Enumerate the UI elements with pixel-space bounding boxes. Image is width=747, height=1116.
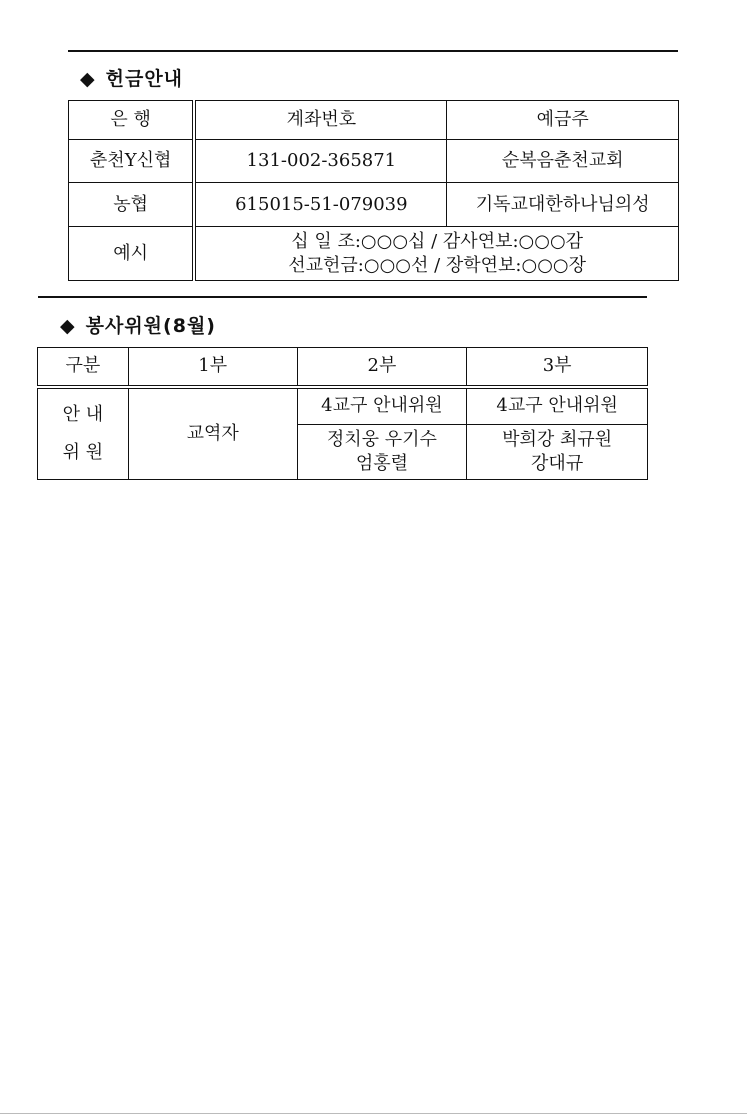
top-divider bbox=[68, 50, 678, 52]
service-2-names-line-2: 엄홍렬 bbox=[355, 453, 409, 474]
donation-table bbox=[68, 100, 679, 281]
header-category: 구분 bbox=[38, 348, 129, 387]
account-holder: 기독교대한하나님의성 bbox=[447, 183, 679, 227]
account-holder: 순복음춘천교회 bbox=[447, 140, 679, 183]
example-line-2: 선교헌금:○○○선 / 장학연보:○○○장 bbox=[288, 254, 587, 276]
service-3-names-line-2: 강대규 bbox=[531, 453, 584, 474]
volunteers-heading bbox=[60, 311, 216, 338]
example-line-1: 십 일 조:○○○십 / 감사연보:○○○감 bbox=[291, 230, 584, 252]
header-holder: 예금주 bbox=[447, 101, 679, 140]
diamond-bullet-icon: ◆ bbox=[80, 68, 96, 90]
page-bottom-line bbox=[0, 1113, 747, 1114]
table-header-row bbox=[38, 348, 648, 387]
service-2-names-line-1: 정치웅 우기수 bbox=[326, 429, 437, 450]
donation-heading bbox=[80, 64, 183, 91]
table-header-row bbox=[69, 101, 679, 140]
volunteers-title: 봉사위원(8월) bbox=[85, 315, 216, 337]
service-1-volunteers: 교역자 bbox=[128, 387, 297, 480]
header-service-2: 2부 bbox=[297, 348, 467, 387]
table-row bbox=[38, 387, 648, 425]
header-service-3: 3부 bbox=[467, 348, 648, 387]
example-row bbox=[69, 227, 679, 281]
donation-title: 헌금안내 bbox=[105, 68, 184, 90]
account-number: 131-002-365871 bbox=[194, 140, 447, 183]
header-bank: 은 행 bbox=[69, 101, 195, 140]
header-service-1: 1부 bbox=[128, 348, 297, 387]
example-content bbox=[194, 227, 678, 281]
role-label bbox=[38, 387, 129, 480]
bank-name: 농협 bbox=[69, 183, 195, 227]
section-divider bbox=[38, 296, 647, 298]
table-row bbox=[69, 183, 679, 227]
header-account: 계좌번호 bbox=[194, 101, 447, 140]
service-2-names bbox=[297, 425, 467, 480]
bank-name: 춘천Y신협 bbox=[69, 140, 195, 183]
diamond-bullet-icon: ◆ bbox=[60, 315, 76, 337]
service-3-names-line-1: 박희강 최규원 bbox=[502, 429, 613, 450]
volunteers-table bbox=[37, 347, 648, 480]
service-3-group: 4교구 안내위원 bbox=[467, 387, 648, 425]
example-label: 예시 bbox=[69, 227, 195, 281]
service-3-names bbox=[467, 425, 648, 480]
role-label-line-1: 안 내 bbox=[62, 403, 104, 425]
service-2-group: 4교구 안내위원 bbox=[297, 387, 467, 425]
account-number: 615015-51-079039 bbox=[194, 183, 447, 227]
table-row bbox=[69, 140, 679, 183]
role-label-line-2: 위 원 bbox=[62, 441, 104, 463]
